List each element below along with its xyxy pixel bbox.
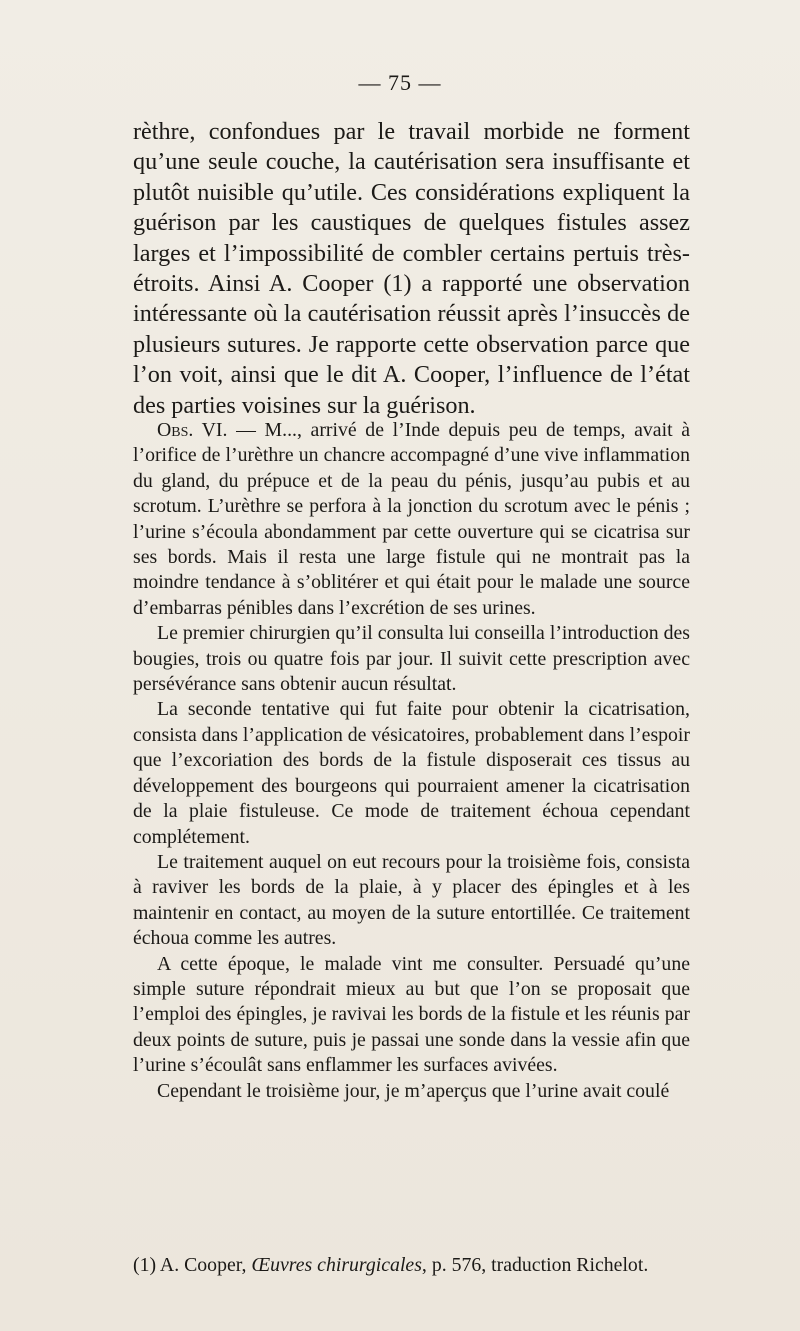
footnote-marker: (1) A. Cooper, bbox=[133, 1254, 247, 1276]
observation-label: Obs. VI. bbox=[157, 419, 228, 441]
observation-paragraph-3: La seconde tentative qui fut faite pour obtenir la cicatrisation, consista dans l’application de vésicatoires, probablement dans l’espoir que l’excoriation des bords de la fistule disposerait ces tissus au développement des bourgeons qui pourraient amener la cicatrisation de la plaie fistuleuse. Ce mode de traitement échoua cependant complétement. bbox=[133, 698, 691, 848]
observation-paragraph-2: Le premier chirurgien qu’il consulta lui conseilla l’introduction des bougies, trois ou quatre fois par jour. Il suivit cette prescription avec persévérance sans obtenir aucun résultat. bbox=[133, 622, 690, 696]
footnote-rest: , p. 576, traduction Richelot. bbox=[421, 1254, 649, 1276]
observation-paragraph-1-text: — M..., arrivé de l’Inde depuis peu de temps, avait à l’orifice de l’urèthre un chancre accompagné d’une vive inflammation du gland, du prépuce et de la peau du pénis, jusqu’au pubis et au scrotum. L’urèthre se perfora à la jonction du scrotum avec le pénis ; l’urine s’écoula abondamment par cette ouverture qui se cicatrisa sur ses bords. Mais il resta une large fistule qui ne montrait pas la moindre tendance à s’oblitérer et qui était pour le malade une source d’embarras pénibles dans l’excrétion de ses urines. bbox=[133, 419, 690, 619]
observation-paragraph-4: Le traitement auquel on eut recours pour la troisième fois, consista à raviver les bords de la plaie, à y placer des épingles et à les maintenir en contact, au moyen de la suture entortillée. Ce traitement échoua comme les autres. bbox=[133, 850, 690, 950]
footnote bbox=[133, 1253, 690, 1278]
observation-paragraph-1 bbox=[133, 418, 690, 621]
page-number: — 75 — bbox=[358, 70, 442, 95]
observation-paragraph-5: A cette époque, le malade vint me consulter. Persuadé qu’une simple suture répondrait mieux au but que l’on se proposait que l’emploi des épingles, je ravivai les bords de la fistule et les réunis par deux points de suture, puis je passai une sonde dans la vessie afin que l’urine s’écoulât sans enflammer les surfaces avivées. bbox=[133, 952, 690, 1077]
footnote-work-title: Œuvres chirurgicales bbox=[251, 1254, 422, 1276]
observation-block bbox=[133, 418, 690, 1104]
intro-paragraph: rèthre, confondues par le travail morbide ne forment qu’une seule couche, la cautérisation sera insuffisante et plutôt nuisible qu’utile. Ces considérations expliquent la guérison par les caustiques de quelques fistules assez larges et l’impossibilité de combler certains pertuis très-étroits. Ainsi A. Cooper (1) a rapporté une observation intéressante où la cautérisation réussit après l’insuccès de plusieurs sutures. Je rapporte cette observation parce que l’on voit, ainsi que le dit A. Cooper, l’influence de l’état des parties voisines sur la guérison. bbox=[133, 118, 690, 419]
observation-paragraph-6: Cependant le troisième jour, je m’aperçus que l’urine avait coulé bbox=[157, 1079, 670, 1102]
